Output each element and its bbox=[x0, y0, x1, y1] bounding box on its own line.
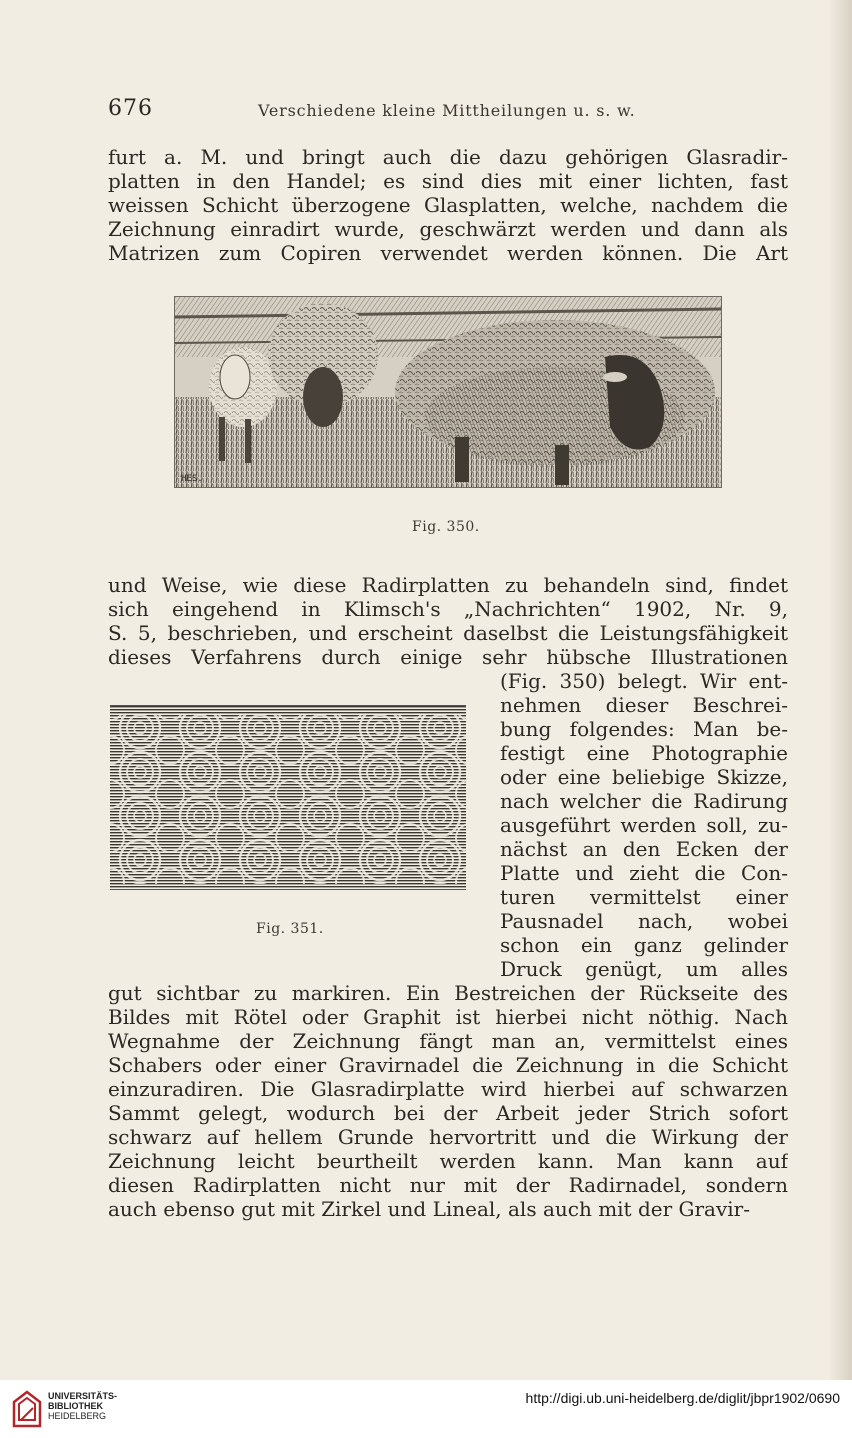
text-line: furt a. M. und bringt auch die dazu gehörigen Glasradir- bbox=[108, 145, 788, 169]
text-line: Schabers oder einer Gravirnadel die Zeichnung in die Schicht bbox=[108, 1053, 788, 1077]
text-line: auch ebenso gut mit Zirkel und Lineal, als auch mit der Gravir- bbox=[108, 1197, 750, 1221]
sheep-illustration bbox=[175, 297, 722, 488]
text-line: ausgeführt werden soll, zu- bbox=[500, 813, 788, 837]
text-line: bung folgendes: Man be- bbox=[500, 717, 788, 741]
figure-350-sheep-engraving bbox=[174, 296, 722, 488]
page-edge-shadow bbox=[830, 0, 852, 1380]
running-title: Verschiedene kleine Mittheilungen u. s. w. bbox=[258, 101, 636, 120]
text-line: Platte und zieht die Con- bbox=[500, 861, 788, 885]
text-line: Zeichnung einradirt wurde, geschwärzt werden und dann als bbox=[108, 217, 788, 241]
text-line: Wegnahme der Zeichnung fängt man an, vermittelst eines bbox=[108, 1029, 788, 1053]
text-line: diesen Radirplatten nicht nur mit der Radirnadel, sondern bbox=[108, 1173, 788, 1197]
text-line: Druck genügt, um alles bbox=[500, 957, 788, 981]
institution-line: HEIDELBERG bbox=[48, 1411, 107, 1421]
text-line: nach welcher die Radirung bbox=[500, 789, 788, 813]
text-line: Sammt gelegt, wodurch bei der Arbeit jeder Strich sofort bbox=[108, 1101, 788, 1125]
text-line: festigt eine Photographie bbox=[500, 741, 788, 765]
digitization-footer bbox=[0, 1380, 852, 1438]
text-line: dieses Verfahrens durch einige sehr hübsche Illustrationen bbox=[108, 645, 788, 669]
text-line: schwarz auf hellem Grunde hervortritt und die Wirkung der bbox=[108, 1125, 788, 1149]
text-line: nehmen dieser Beschrei- bbox=[500, 693, 788, 717]
text-line: Bildes mit Rötel oder Graphit ist hierbei nicht nöthig. Nach bbox=[108, 1005, 788, 1029]
institution-line: UNIVERSITÄTS- bbox=[48, 1391, 118, 1401]
ub-heidelberg-logo-icon[interactable] bbox=[12, 1390, 42, 1428]
page-header bbox=[108, 96, 788, 126]
text-line: oder eine beliebige Skizze, bbox=[500, 765, 788, 789]
text-line: schon ein ganz gelinder bbox=[500, 933, 788, 957]
text-line: gut sichtbar zu markiren. Ein Bestreichen der Rückseite des bbox=[108, 981, 788, 1005]
engraver-signature: HES. bbox=[181, 474, 203, 484]
text-line: weissen Schicht überzogene Glasplatten, welche, nachdem die bbox=[108, 193, 788, 217]
text-line: und Weise, wie diese Radirplatten zu behandeln sind, findet bbox=[108, 573, 788, 597]
institution-name[interactable] bbox=[48, 1391, 117, 1421]
page-number: 676 bbox=[108, 96, 153, 121]
permalink-url[interactable]: http://digi.ub.uni-heidelberg.de/diglit/jbpr1902/0690 bbox=[525, 1390, 840, 1406]
figure-350-caption: Fig. 350. bbox=[412, 519, 480, 535]
text-line: S. 5, beschrieben, und erscheint daselbst die Leistungsfähigkeit bbox=[108, 621, 788, 645]
text-line: sich eingehend in Klimsch's „Nachrichten“ 1902, Nr. 9, bbox=[108, 597, 788, 621]
text-line: Zeichnung leicht beurtheilt werden kann. Man kann auf bbox=[108, 1149, 788, 1173]
text-line: platten in den Handel; es sind dies mit einer lichten, fast bbox=[108, 169, 788, 193]
figure-351-pattern bbox=[110, 705, 466, 890]
text-line: einzuradiren. Die Glasradirplatte wird hierbei auf schwarzen bbox=[108, 1077, 788, 1101]
figure-351-caption: Fig. 351. bbox=[256, 921, 324, 937]
institution-line: BIBLIOTHEK bbox=[48, 1401, 103, 1411]
text-line: (Fig. 350) belegt. Wir ent- bbox=[500, 669, 788, 693]
text-line: Matrizen zum Copiren verwendet werden können. Die Art bbox=[108, 241, 788, 265]
moire-pattern-illustration bbox=[110, 706, 466, 890]
text-line: nächst an den Ecken der bbox=[500, 837, 788, 861]
text-line: Pausnadel nach, wobei bbox=[500, 909, 788, 933]
text-line: turen vermittelst einer bbox=[500, 885, 788, 909]
